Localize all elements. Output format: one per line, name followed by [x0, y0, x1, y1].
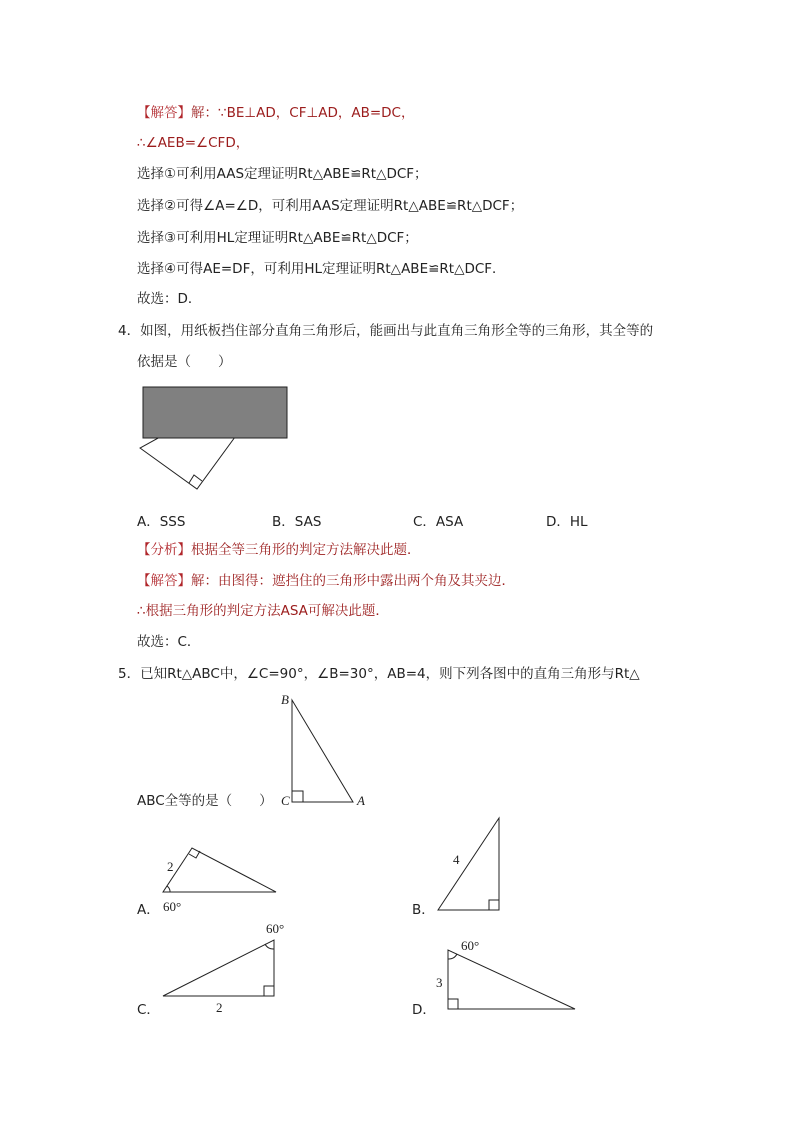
q3-solution-line-1: [137, 103, 414, 123]
q4-stem-line-2: 依据是（ ）: [137, 354, 232, 370]
angle-label: 60°: [163, 899, 182, 914]
q4-answer-text: 解：由图得：遮挡住的三角形中露出两个角及其夹边．: [191, 573, 515, 589]
q3-solution-line-5: 选择③可利用HL定理证明Rt△ABE≌Rt△DCF；: [137, 230, 418, 246]
angle-arc: [265, 944, 274, 949]
right-angle-mark: [189, 475, 202, 483]
right-angle-mark: [489, 900, 499, 910]
side-length-label: 4: [453, 852, 460, 867]
q5-stem-line-1: [118, 664, 640, 684]
q4-option-d: D．HL: [546, 514, 588, 530]
angle-label: 60°: [461, 938, 480, 953]
q5-option-d-figure: [430, 935, 580, 1015]
q3-solution-text: 解：∵BE⊥AD，CF⊥AD，AB=DC，: [191, 105, 415, 121]
question-number: 4．: [118, 323, 141, 339]
angle-label: 60°: [266, 921, 285, 936]
vertex-b-label: B: [281, 692, 289, 707]
q4-answer-line-2: ∴根据三角形的判定方法ASA可解决此题．: [137, 603, 389, 619]
right-angle-mark: [189, 851, 200, 858]
q3-solution-line-4: 选择②可得∠A=∠D，可利用AAS定理证明Rt△ABE≌Rt△DCF；: [137, 198, 524, 214]
vertex-c-label: C: [281, 793, 290, 808]
side-length-label: 2: [167, 859, 174, 874]
analysis-tag: 【分析】: [137, 542, 191, 558]
angle-arc: [448, 954, 457, 959]
q3-solution-line-6: 选择④可得AE=DF，可利用HL定理证明Rt△ABE≌Rt△DCF．: [137, 261, 506, 277]
q4-figure: [135, 385, 295, 495]
q4-option-b: B．SAS: [272, 514, 322, 530]
cardboard-cover: [143, 387, 287, 438]
q3-solution-line-2: ∴∠AEB=∠CFD，: [137, 135, 250, 151]
answer-tag: 【解答】: [137, 105, 191, 121]
angle-arc: [167, 886, 170, 892]
q5-option-b-figure: [430, 812, 510, 912]
right-angle-mark: [292, 791, 303, 802]
q3-solution-line-3: 选择①可利用AAS定理证明Rt△ABE≌Rt△DCF；: [137, 166, 428, 182]
q4-analysis: [137, 540, 421, 560]
q4-stem-text: 如图，用纸板挡住部分直角三角形后，能画出与此直角三角形全等的三角形，其全等的: [140, 323, 654, 339]
vertex-a-label: A: [357, 793, 365, 808]
hidden-right-triangle: [140, 437, 235, 489]
side-length-label: 2: [216, 1000, 223, 1015]
q5-option-a-figure: [155, 840, 285, 915]
q4-option-c: C．ASA: [413, 514, 464, 530]
q3-solution-line-7: 故选：D．: [137, 291, 202, 307]
q5-option-c-figure: [155, 918, 285, 1018]
q5-option-d-label: D．: [412, 1002, 436, 1018]
q4-analysis-text: 根据全等三角形的判定方法解决此题．: [191, 542, 421, 558]
q4-option-a: A．SSS: [137, 514, 186, 530]
q4-choice: 故选：C．: [137, 634, 201, 650]
q4-answer: [137, 571, 515, 591]
answer-tag: 【解答】: [137, 573, 191, 589]
question-number: 5．: [118, 666, 141, 682]
q5-stem-text: 已知Rt△ABC中，∠C=90°，∠B=30°，AB=4，则下列各图中的直角三角形与Rt△: [140, 666, 640, 682]
q5-option-c-label: C．: [137, 1002, 160, 1018]
q5-option-a-label: A．: [137, 902, 160, 918]
right-angle-mark: [448, 999, 458, 1009]
right-angle-mark: [264, 986, 274, 996]
q5-stem-line-2: ABC全等的是（ ）: [137, 793, 273, 809]
q5-option-b-label: B．: [412, 902, 435, 918]
q5-main-triangle: [275, 690, 375, 815]
side-length-label: 3: [436, 975, 443, 990]
q4-stem-line-1: [118, 321, 653, 341]
